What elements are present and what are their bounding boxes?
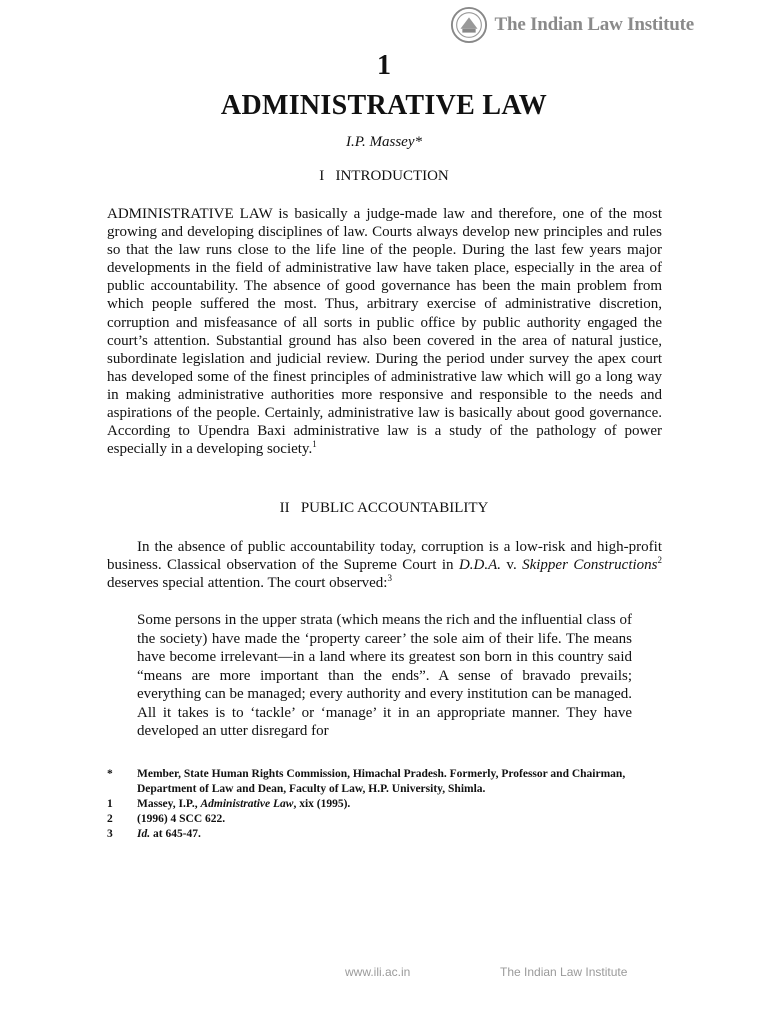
footnote-mark: 2 — [107, 813, 113, 825]
section-heading-introduction: I INTRODUCTION — [319, 168, 449, 184]
section-heading-accountability: II PUBLIC ACCOUNTABILITY — [279, 500, 489, 516]
accountability-paragraph — [107, 538, 662, 592]
footnote-ref: 3 — [387, 573, 392, 584]
introduction-paragraph — [107, 205, 662, 458]
chapter-title: ADMINISTRATIVE LAW — [220, 90, 548, 121]
versus-text: v. — [501, 557, 523, 574]
ili-emblem-icon — [450, 6, 488, 44]
introduction-text: ADMINISTRATIVE LAW is basically a judge-made law and therefore, one of the most growing and developing disciplines of law. Courts always develop new principles and rules so that the law runs close to the life line of the people. During the last few years major developments in the field of administrative law have taken place, especially in the area of public accountability. The absence of good governance has been the main problem from which people suffered the most. Thus, arbitrary exercise of administrative discretion, corruption and misfeasance of all sorts in public office by public authority engaged the court’s attention. Substantial ground has also been covered in the area of natural justice, subordinate legislation and judicial review. During the period under survey the apex court has developed some of the finest principles of administrative law which will go a long way in making administrative authorities more responsive and responsible to the needs and aspirations of the people. Certainly, administrative law is basically about good governance. According to Upendra Baxi administrative law is a study of the pathology of power especially in a developing society. — [107, 206, 662, 458]
footnote-text: Member, State Human Rights Commission, Himachal Pradesh. Formerly, Professor and Chairman, Department of Law and Dean, Faculty of Law, H.P. University, Shimla. — [137, 768, 626, 795]
footnotes — [107, 767, 667, 842]
footnote-ref: 2 — [657, 555, 663, 566]
footnote-item — [107, 797, 667, 812]
footnote-mark: 1 — [107, 798, 113, 810]
footnote-item — [107, 767, 667, 797]
footnote-mark: * — [107, 768, 113, 780]
footnote-mark: 3 — [107, 828, 113, 840]
footnote-item — [107, 827, 667, 842]
case-name-skipper: Skipper Constructions — [522, 557, 658, 574]
footnote-text: Id. at 645-47. — [137, 828, 201, 840]
header-brand — [450, 6, 694, 44]
footnote-item — [107, 812, 667, 827]
footnote-text: Massey, I.P., Administrative Law, xix (1995). — [137, 798, 351, 810]
case-name-dda: D.D.A. — [458, 557, 502, 574]
footnote-ref: 1 — [312, 439, 317, 450]
chapter-number: 1 — [377, 50, 391, 81]
footer-brand: The Indian Law Institute — [500, 965, 628, 979]
block-quote: Some persons in the upper strata (which means the rich and the influential class of the society) have made the ‘property career’ the sole aim of their life. The means have become irrelevant—in a land where its greatest son born in this country said “means are more important than the ends”. A sense of bravado prevails; everything can be managed; every authority and every institution can be managed. All it takes is to ‘tackle’ or ‘manage’ it in an appropriate manner. They have developed an utter disregard for — [137, 612, 632, 739]
footnote-text: (1996) 4 SCC 622. — [137, 813, 226, 825]
author: I.P. Massey* — [346, 134, 422, 150]
accountability-text-start: In the absence of public accountability today, corruption is a low-risk and high-profit business. Classical observation of the Supreme Court in — [107, 539, 662, 574]
accountability-text-end: deserves special attention. The court observed: — [107, 575, 388, 592]
header-brand-text: The Indian Law Institute — [494, 14, 694, 35]
footer-url: www.ili.ac.in — [345, 965, 411, 979]
